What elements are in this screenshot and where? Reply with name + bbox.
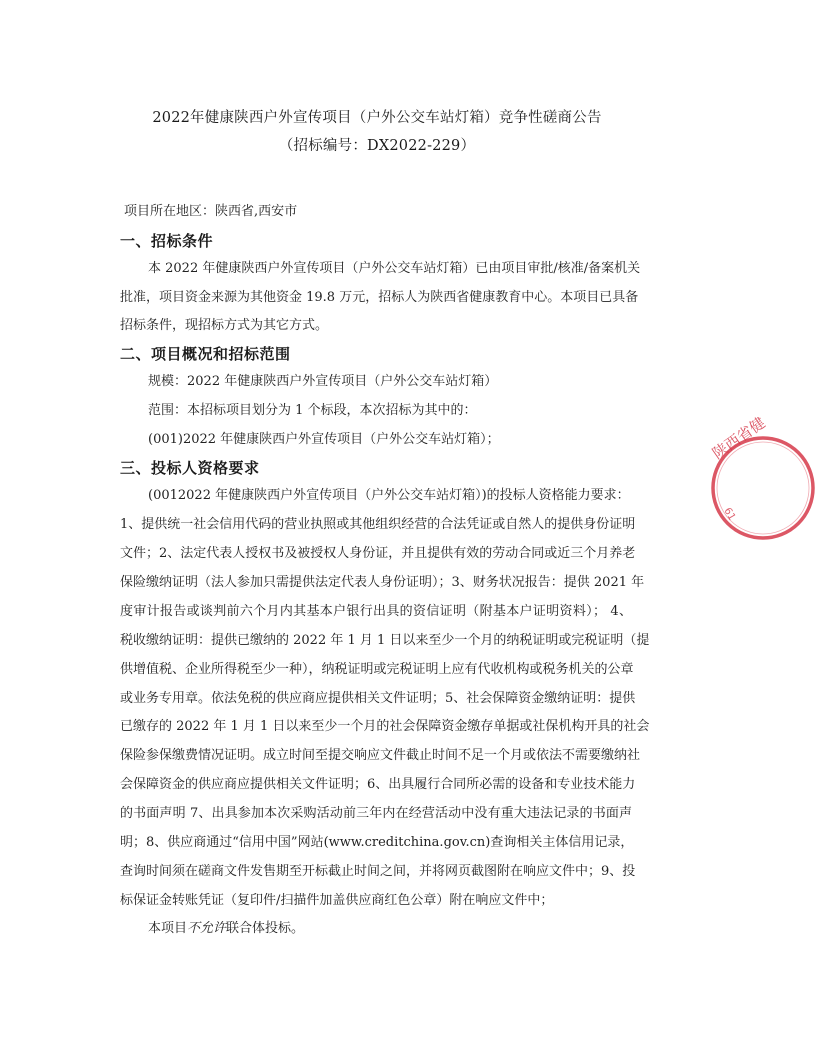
section-3-line: 税收缴纳证明：提供已缴纳的 2022 年 1 月 1 日以来至少一个月的纳税证明或完税证明（提 [120,633,650,648]
document-title: 2022年健康陕西户外宣传项目（户外公交车站灯箱）竞争性磋商公告 [152,110,602,126]
joint-bidding-note [148,920,304,938]
section-3-line: 标保证金转账凭证（复印件/扫描件加盖供应商红色公章）附在响应文件中； [120,893,554,908]
note-emphasis: 不允许 [187,921,227,936]
section-3-line: 明；8、供应商通过“信用中国”网站(www.creditchina.gov.cn)查询相关主体信用记录， [120,835,634,850]
section-3-line: 或业务专用章。依法免税的供应商应提供相关文件证明；5、社会保障资金缴纳证明：提供 [120,691,636,706]
section-3-line: 保险缴纳证明（法人参加只需提供法定代表人身份证明）；3、财务状况报告：提供 2021 年 [120,575,645,590]
section-3-line: 会保障资金的供应商应提供相关文件证明；6、出具履行合同所必需的设备和专业技术能力 [120,777,636,792]
section-1-line: 本 2022 年健康陕西户外宣传项目（户外公交车站灯箱）已由项目审批/核准/备案机关 [148,261,641,276]
section-3-line: 查询时间须在磋商文件发售期至开标截止时间之间，并将网页截图附在响应文件中；9、投 [120,864,636,879]
section-3-line: 已缴存的 2022 年 1 月 1 日以来至少一个月的社会保障资金缴存单据或社保机构开具的社会 [120,719,650,734]
tender-number: （招标编号：DX2022-229） [278,138,476,154]
section-3-line: 保险参保缴费情况证明。成立时间至提交响应文件截止时间不足一个月或依法不需要缴纳社 [120,748,641,763]
section-2-line: 规模：2022 年健康陕西户外宣传项目（户外公交车站灯箱） [148,374,498,389]
section-3-line: 度审计报告或谈判前六个月内其基本户银行出具的资信证明（附基本户证明资料）； 4、 [120,604,632,619]
note-prefix: 本项目 [148,921,188,936]
section-3-line: 1、提供统一社会信用代码的营业执照或其他组织经营的合法凭证或自然人的提供身份证明 [120,517,636,532]
section-3-line: 文件；2、法定代表人授权书及被授权人身份证，并且提供有效的劳动合同或近三个月养老 [120,546,636,561]
section-3-line: 供增值税、企业所得税至少一种），纳税证明或完税证明上应有代收机构或税务机关的公章 [120,662,634,677]
section-heading-3: 三、投标人资格要求 [120,459,260,477]
section-1-line: 招标条件，现招标方式为其它方式。 [120,318,329,333]
note-suffix: 联合体投标。 [226,921,305,936]
section-3-line: 的书面声明 7、出具参加本次采购活动前三年内在经营活动中没有重大违法记录的书面声 [120,806,632,821]
section-3-line: (0012022 年健康陕西户外宣传项目（户外公交车站灯箱）)的投标人资格能力要求： [148,488,630,503]
seal-char: 陕西省健 [709,413,769,463]
section-1-line: 批准，项目资金来源为其他资金 19.8 万元，招标人为陕西省健康教育中心。本项目已具备 [120,290,639,305]
section-2-line: (001)2022 年健康陕西户外宣传项目（户外公交车站灯箱）； [148,432,500,447]
section-heading-1: 一、招标条件 [120,232,214,250]
official-seal-icon [708,413,818,548]
section-2-line: 范围：本招标项目划分为 1 个标段，本次招标为其中的： [148,403,477,418]
project-location: 项目所在地区：陕西省,西安市 [124,204,298,219]
seal-number: 61 [721,506,738,523]
section-heading-2: 二、项目概况和招标范围 [120,345,291,363]
